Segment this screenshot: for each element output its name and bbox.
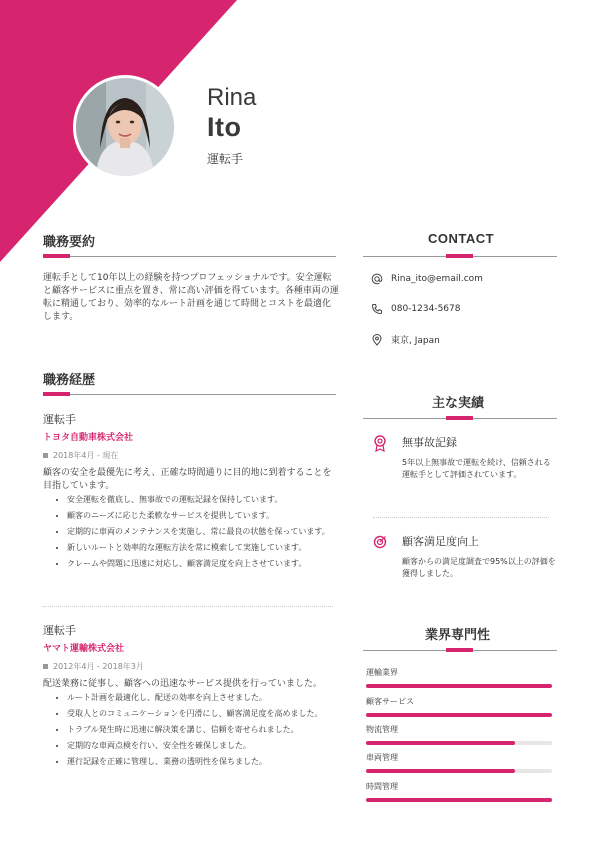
achievement-item-1 xyxy=(373,434,558,481)
summary-accent xyxy=(43,254,70,258)
skill-label: 時間管理 xyxy=(366,782,398,791)
phone-icon xyxy=(371,303,383,315)
summary-text: 運転手として10年以上の経験を持つプロフェッショナルです。安全運転と顧客サービスに重点を置き、常に高い評価を得ています。各種車両の運転に精通しており、効率的なルート計画を通じて時間とコストを最適化します。 xyxy=(43,273,339,322)
job-divider xyxy=(43,606,333,607)
job-company: トヨタ自動車株式会社 xyxy=(43,433,134,443)
email-text: Rina_ito@email.com xyxy=(391,274,483,284)
calendar-square-icon xyxy=(43,664,48,669)
skill-bar xyxy=(366,713,552,717)
job-role: 運転手 xyxy=(43,624,76,637)
skill-fill xyxy=(366,684,552,688)
skill-bar xyxy=(366,741,552,745)
summary-rule xyxy=(43,256,336,257)
list-item: • 運行記録を正確に管理し、業務の透明性を保ちました。 xyxy=(67,756,339,768)
list-item: • 定期的な車両点検を行い、安全性を確保しました。 xyxy=(67,740,339,752)
skill-item xyxy=(366,752,552,773)
skill-bar xyxy=(366,684,552,688)
expertise-heading: 業界専門性 xyxy=(425,628,491,643)
job-company: ヤマト運輸株式会社 xyxy=(43,644,125,654)
summary-heading: 職務要約 xyxy=(43,235,96,250)
list-item: • 受取人とのコミュニケーションを円滑にし、顧客満足度を高めました。 xyxy=(67,708,339,720)
experience-rule xyxy=(43,394,336,395)
achievement-divider xyxy=(373,517,549,518)
job-entry-2 xyxy=(43,622,339,772)
job-title: 運転手 xyxy=(207,152,244,166)
skill-bar xyxy=(366,798,552,802)
job-description: 顧客の安全を最優先に考え、正確な時間通りに目的地に到着することを目指しています。 xyxy=(43,468,332,491)
skill-fill xyxy=(366,713,552,717)
job-dates xyxy=(43,661,339,672)
achievement-title: 無事故記録 xyxy=(402,436,457,449)
contact-accent xyxy=(446,254,473,258)
skill-label: 運輸業界 xyxy=(366,668,398,677)
skill-item xyxy=(366,724,552,745)
location-pin-icon xyxy=(371,334,383,346)
achievement-item-2 xyxy=(373,533,558,580)
skill-fill xyxy=(366,769,515,773)
contact-phone[interactable] xyxy=(371,303,460,315)
last-name: Ito xyxy=(207,112,242,142)
job-role: 運転手 xyxy=(43,413,76,426)
avatar xyxy=(76,78,174,176)
job-description: 配送業務に従事し、顧客への迅速なサービス提供を行っていました。 xyxy=(43,679,323,689)
contact-heading: CONTACT xyxy=(428,231,495,246)
skill-item xyxy=(366,696,552,717)
achievements-accent xyxy=(446,416,473,420)
skill-fill xyxy=(366,741,515,745)
job-bullets xyxy=(43,494,339,570)
first-name: Rina xyxy=(207,84,257,111)
job-dates xyxy=(43,450,339,461)
medal-icon xyxy=(373,434,387,452)
skill-item xyxy=(366,667,552,688)
skill-label: 物流管理 xyxy=(366,725,398,734)
job-entry-1 xyxy=(43,411,339,574)
skill-bar xyxy=(366,769,552,773)
at-icon xyxy=(371,273,383,285)
achievements-heading: 主な実績 xyxy=(432,396,485,411)
profile-photo-icon xyxy=(76,78,174,176)
experience-heading: 職務経歴 xyxy=(43,373,96,388)
target-icon xyxy=(373,535,387,549)
location-text: 東京, Japan xyxy=(391,336,440,346)
phone-text: 080-1234-5678 xyxy=(391,304,461,314)
expertise-accent xyxy=(446,648,473,652)
contact-location xyxy=(371,333,440,346)
list-item: • クレームや問題に迅速に対応し、顧客満足度を向上させています。 xyxy=(67,558,339,570)
skill-label: 顧客サービス xyxy=(366,697,414,706)
achievement-description: 5年以上無事故で運転を続け、信頼される運転手として評価されています。 xyxy=(402,458,551,479)
list-item: • ルート計画を最適化し、配送の効率を向上させました。 xyxy=(67,692,339,704)
list-item: • 新しいルートと効率的な運転方法を常に模索して実施しています。 xyxy=(67,542,339,554)
job-dates-text: 2018年4月 - 現在 xyxy=(53,451,119,460)
skill-label: 車両管理 xyxy=(366,753,398,762)
list-item: • 安全運転を徹底し、無事故での運転記録を保持しています。 xyxy=(67,494,339,506)
list-item: • トラブル発生時に迅速に解決策を講じ、信頼を寄せられました。 xyxy=(67,724,339,736)
list-item: • 顧客のニーズに応じた柔軟なサービスを提供しています。 xyxy=(67,510,339,522)
job-dates-text: 2012年4月 - 2018年3月 xyxy=(53,662,144,671)
job-bullets xyxy=(43,692,339,768)
list-item: • 定期的に車両のメンテナンスを実施し、常に最良の状態を保っています。 xyxy=(67,526,339,538)
calendar-square-icon xyxy=(43,453,48,458)
achievement-description: 顧客からの満足度調査で95%以上の評価を獲得しました。 xyxy=(402,557,556,578)
experience-accent xyxy=(43,392,70,396)
achievement-title: 顧客満足度向上 xyxy=(402,535,479,548)
skill-fill xyxy=(366,798,552,802)
skill-item xyxy=(366,781,552,802)
contact-email[interactable] xyxy=(371,273,483,285)
